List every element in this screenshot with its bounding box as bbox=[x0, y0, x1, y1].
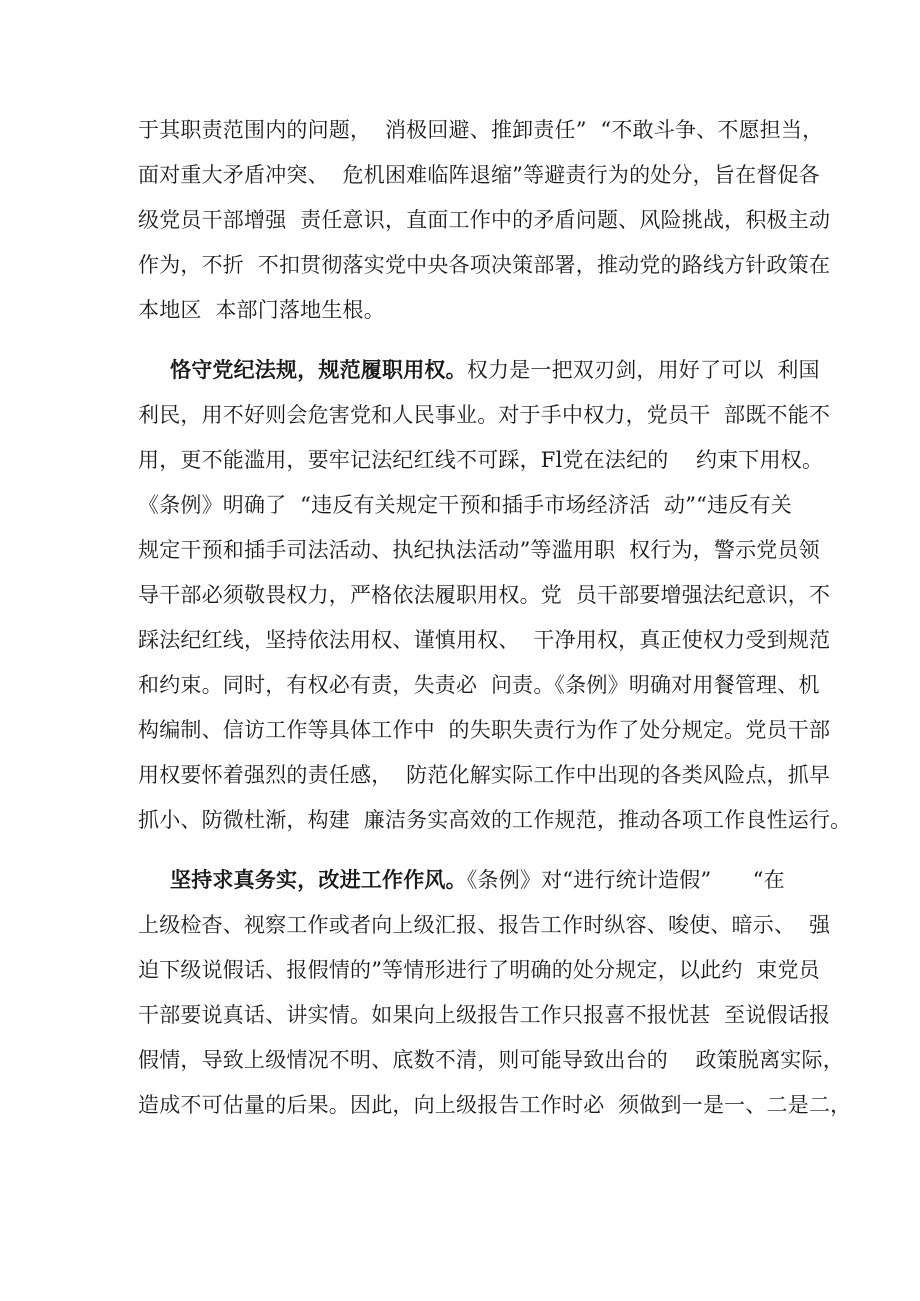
paragraph2-line-6: 导干部必须敬畏权力，严格依法履职用权。党 员干部要增强法纪意识，不 bbox=[138, 583, 831, 607]
paragraph3-line-1-rest: 《条例》对“进行统计造假” “在 bbox=[466, 868, 785, 892]
paragraph2-line-2: 利民，用不好则会危害党和人民事业。对于手中权力，党员干 部既不能不 bbox=[138, 403, 831, 427]
paragraph2-line-9: 构编制、信访工作等具体工作中 的失职失责行为作了处分规定。党员干部 bbox=[138, 718, 831, 742]
paragraph2-line-1-rest: 权力是一把双刃剑，用好了可以 利国 bbox=[466, 358, 820, 382]
paragraph1-line-4: 作为，不折 不扣贯彻落实党中央各项决策部署，推动党的路线方针政策在 bbox=[138, 253, 831, 277]
paragraph1-line-3: 级党员干部增强 责任意识，直面工作中的矛盾问题、风险挑战，积极主动 bbox=[138, 208, 831, 232]
paragraph2-line-8: 和约束。同时，有权必有责，失责必 问责。《条例》明确对用餐管理、机 bbox=[138, 673, 820, 697]
paragraph2-line-7: 踩法纪红线，坚持依法用权、谨慎用权、 干净用权，真正使权力受到规范 bbox=[138, 628, 831, 652]
paragraph2-line-1 bbox=[170, 350, 820, 390]
paragraph2-line-5: 规定干预和插手司法活动、执纪执法活动”等滥用职 权行为，警示党员领 bbox=[138, 538, 820, 562]
paragraph2-line-11: 抓小、防微杜渐，构建 廉洁务实高效的工作规范，推动各项工作良性运行。 bbox=[138, 808, 852, 832]
paragraph1-line-1: 于其职责范围内的问题， 消极回避、推卸责任” “不敢斗争、不愿担当， bbox=[138, 118, 824, 142]
paragraph3-line-4: 干部要说真话、讲实情。如果向上级报告工作只报喜不报忧甚 至说假话报 bbox=[138, 1003, 831, 1027]
paragraph1-line-2: 面对重大矛盾冲突、 危机困难临阵退缩”等避责行为的处分，旨在督促各 bbox=[138, 163, 820, 187]
paragraph2-line-3: 用，更不能滥用，要牢记法纪红线不可踩，Fl党在法纪的 约束下用权。 bbox=[138, 448, 824, 472]
paragraph3-line-6: 造成不可估量的后果。因此，向上级报告工作时必 须做到一是一、二是二， bbox=[138, 1093, 852, 1117]
paragraph3-line-5: 假情，导致上级情况不明、底数不清，则可能导致出台的 政策脱离实际， bbox=[138, 1048, 844, 1072]
paragraph3-line-2: 上级检杳、视察工作或者向上级汇报、报告工作时纵容、唆使、暗示、 强 bbox=[138, 913, 831, 937]
paragraph3-line-1 bbox=[170, 860, 798, 900]
paragraph2-heading: 恪守党纪法规，规范履职用权。 bbox=[170, 357, 467, 382]
paragraph1-line-5: 本地区 本部门落地生根。 bbox=[138, 298, 385, 322]
paragraph3-line-3: 迫下级说假话、报假情的”等情形进行了明确的处分规定，以此约 束党员 bbox=[138, 958, 820, 982]
paragraph3-heading: 坚持求真务实，改进工作作风。 bbox=[170, 867, 467, 892]
paragraph2-line-10: 用权要怀着强烈的责任感， 防范化解实际工作中出现的各类风险点，抓早 bbox=[138, 763, 831, 787]
paragraph2-line-4: 《条例》明确了 “违反有关规定干预和插手市场经济活 动”“违反有关 bbox=[138, 493, 792, 517]
